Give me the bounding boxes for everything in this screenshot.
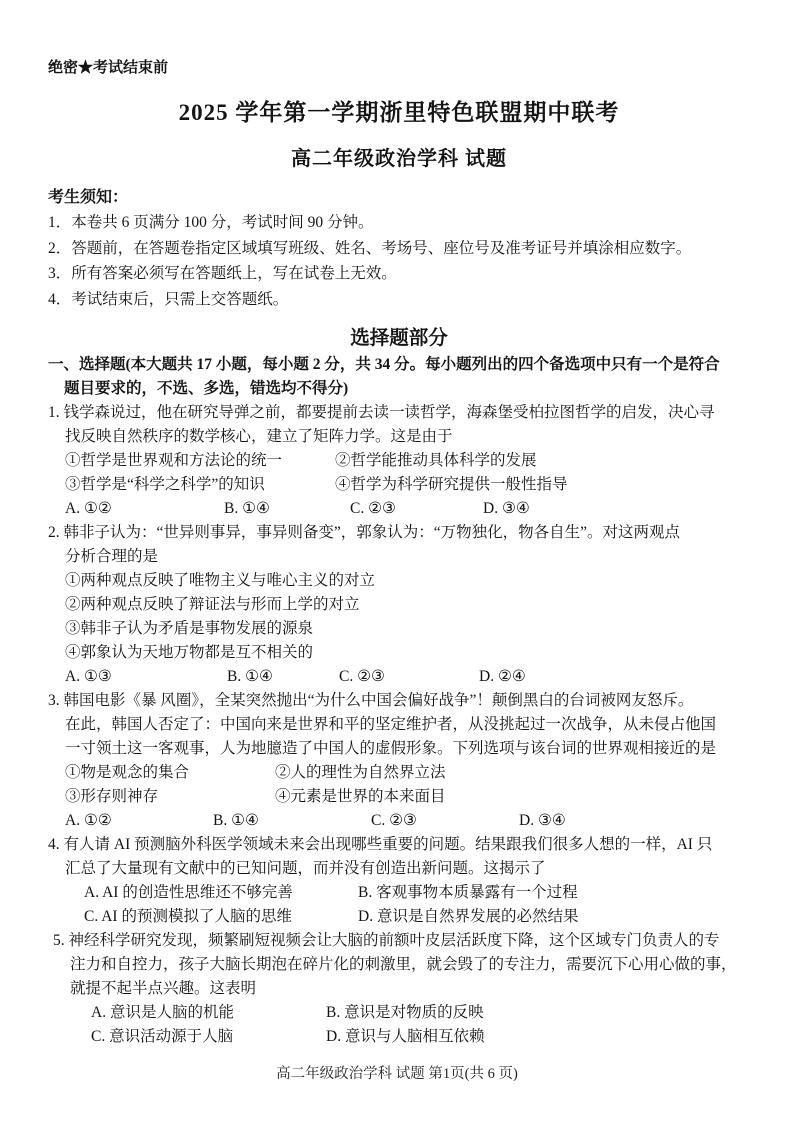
choice-a: A. ①③: [65, 668, 112, 685]
question-4: [48, 833, 750, 929]
question-line: 4. 有人请 AI 预测脑外科医学领域未来会出现哪些重要的问题。结果跟我们很多人想的一样，AI 只: [48, 836, 713, 853]
notice-item: 1．本卷共 6 页满分 100 分，考试时间 90 分钟。: [48, 214, 374, 231]
choice-a: A. 意识是人脑的机能: [91, 1004, 234, 1021]
choice-b: B. 客观事物本质暴露有一个过程: [358, 884, 578, 901]
notice-item: 2．答题前，在答题卷指定区域填写班级、姓名、考场号、座位号及准考证号并填涂相应数字。: [48, 239, 692, 257]
statement-row: [48, 473, 750, 497]
choices-row: [48, 497, 750, 521]
statement: ④元素是世界的本来面目: [275, 788, 446, 805]
statement: ④郭象认为天地万物都是互不相关的: [65, 644, 314, 661]
choices-row: [53, 1025, 750, 1049]
notice-heading: 考生须知：: [48, 189, 129, 206]
choice-b: B. 意识是对物质的反映: [326, 1004, 484, 1021]
choice-b: B. ①④: [213, 812, 259, 829]
choice-c: C. AI 的预测模拟了人脑的思维: [84, 908, 292, 925]
notice-item: 4．考试结束后，只需上交答题纸。: [48, 290, 289, 308]
statement: ③哲学是“科学之科学”的知识: [65, 476, 265, 493]
choice-a: A. ①②: [65, 500, 112, 517]
choices-row: [48, 809, 750, 833]
question-line: 2. 韩非子认为：“世异则事异，事异则备变”，郭象认为：“万物独化，物各自生”。对这两观点: [48, 524, 681, 541]
choice-d: D. ②④: [479, 668, 526, 685]
choice-c: C. 意识活动源于人脑: [91, 1028, 234, 1045]
choice-a: A. ①②: [65, 812, 112, 829]
choice-d: D. 意识与人脑相互依赖: [326, 1028, 485, 1045]
choice-d: D. 意识是自然界发展的必然结果: [358, 908, 579, 925]
choices-row: [53, 1001, 750, 1025]
choices-row: [48, 905, 750, 929]
question-line: 5. 神经科学研究发现，频繁刷短视频会让大脑的前额叶皮层活跃度下降，这个区域专门负责人的专: [53, 932, 720, 949]
question-line: 找反映自然秩序的数学核心，建立了矩阵力学。这是由于: [65, 428, 453, 445]
notice-item: 3．所有答案必须写在答题纸上，写在试卷上无效。: [48, 265, 397, 282]
statement: ①两种观点反映了唯物主义与唯心主义的对立: [65, 572, 376, 589]
question-line: 3. 韩国电影《暴 风圈》，全某突然抛出“为什么中国会偏好战争”！颠倒黑白的台词被网友怒斥。: [48, 692, 694, 709]
secrecy-label: 绝密★考试结束前: [48, 60, 169, 76]
exam-title: 2025 学年第一学期浙里特色联盟期中联考: [178, 100, 620, 125]
choice-c: C. ②③: [371, 812, 417, 829]
statement: ④哲学为科学研究提供一般性指导: [335, 476, 568, 493]
statement: ③形存则神存: [65, 788, 159, 805]
choice-d: D. ③④: [519, 812, 566, 829]
section-title: 选择题部分: [350, 328, 448, 349]
statement: ②两种观点反映了辩证法与形而上学的对立: [65, 596, 360, 613]
choice-c: C. ②③: [339, 668, 385, 685]
choice-d: D. ③④: [483, 500, 530, 517]
question-line: 在此，韩国人否定了：中国向来是世界和平的坚定维护者，从没挑起过一次战争，从未侵占他国: [65, 716, 717, 733]
question-line: 汇总了大量现有文献中的已知问题，而并没有创造出新问题。这揭示了: [65, 860, 546, 877]
choice-a: A. AI 的创造性思维还不够完善: [84, 884, 293, 901]
statement-row: [48, 761, 750, 785]
choice-b: B. ①④: [227, 668, 273, 685]
choice-b: B. ①④: [224, 500, 270, 517]
choices-row: [48, 881, 750, 905]
section-intro-line: 题目要求的，不选、多选，错选均不得分): [64, 380, 349, 397]
page-footer: 高二年级政治学科 试题 第1页(共 6 页): [276, 1066, 518, 1082]
question-2: [48, 521, 750, 689]
choices-row: [48, 665, 750, 689]
statement-row: [48, 449, 750, 473]
statement: ②哲学能推动具体科学的发展: [335, 452, 537, 469]
question-5: [53, 929, 750, 1049]
choice-c: C. ②③: [350, 500, 396, 517]
exam-subtitle: 高二年级政治学科 试题: [291, 148, 507, 170]
section-intro-line: 一、选择题(本大题共 17 小题，每小题 2 分，共 34 分。每小题列出的四个备选项中只有一个是符合: [48, 356, 720, 373]
question-line: 分析合理的是: [65, 548, 159, 565]
question-line: 就提不起半点兴趣。这表明: [70, 980, 257, 997]
statement: ②人的理性为自然界立法: [275, 764, 446, 781]
question-line: 一寸领土这一客观事，人为地臆造了中国人的虚假形象。下列选项与该台词的世界观相接近的是: [65, 740, 717, 757]
question-line: 1. 钱学森说过，他在研究导弹之前，都要提前去读一读哲学，海森堡受柏拉图哲学的启发，决心寻: [48, 404, 715, 421]
question-1: [48, 401, 750, 521]
question-3: [48, 689, 750, 833]
statement: ①物是观念的集合: [65, 764, 190, 781]
statement: ③韩非子认为矛盾是事物发展的源泉: [65, 620, 314, 637]
statement-row: [48, 785, 750, 809]
statement: ①哲学是世界观和方法论的统一: [65, 452, 283, 469]
question-line: 注力和自控力，孩子大脑长期泡在碎片化的刺激里，就会毁了的专注力，需要沉下心用心做的事，: [70, 956, 737, 973]
